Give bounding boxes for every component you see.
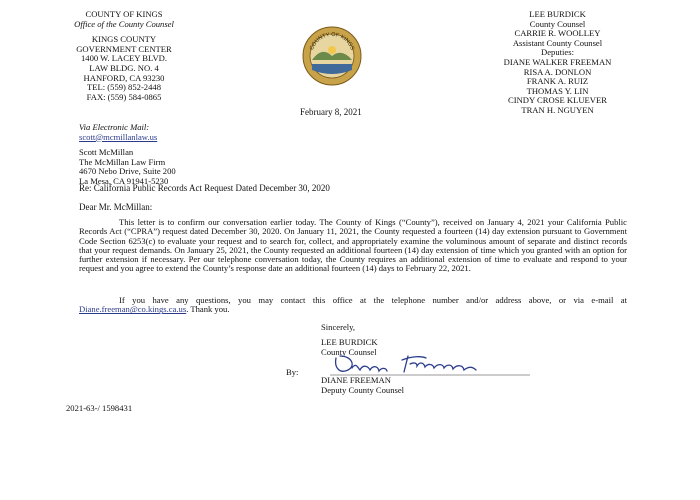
signer2-block <box>321 376 404 395</box>
by-label: By: <box>286 367 299 377</box>
fax-line: FAX: (559) 584-0865 <box>86 91 162 102</box>
deputy-name: FRANK A. RUIZ <box>526 76 589 87</box>
via-label: Via Electronic Mail: <box>79 122 150 132</box>
deputy-name: THOMAS Y. LIN <box>526 85 589 96</box>
recipient-city: La Mesa, CA 91941-5230 <box>79 175 169 186</box>
address-line: KINGS COUNTY <box>91 34 157 45</box>
contact-email-link[interactable]: Diane.freeman@co.kings.ca.us <box>79 304 187 315</box>
assistant-title: Assistant County Counsel <box>512 37 603 48</box>
recipient-name: Scott McMillan <box>79 147 134 157</box>
office-name: Office of the County Counsel <box>74 18 174 29</box>
paragraph2-text: If you have any questions, you may contact this office at the telephone number and/or address above, or via e-mail at <box>119 295 627 305</box>
recipient-address <box>79 148 176 186</box>
phone-line: TEL: (559) 852-2448 <box>87 82 161 93</box>
address-line: 1400 W. LACEY BLVD. <box>80 53 168 64</box>
recipient-email-link[interactable]: scott@mcmillanlaw.us <box>79 131 158 142</box>
signer-name: LEE BURDICK <box>321 337 378 347</box>
letterhead-right <box>470 10 645 116</box>
county-name: COUNTY OF KINGS <box>85 9 163 19</box>
deputy-name: RISA A. DONLON <box>523 66 592 77</box>
signer-title: County Counsel <box>321 346 377 357</box>
deputy-name: DIANE WALKER FREEMAN <box>503 56 612 67</box>
county-counsel-title: County Counsel <box>529 18 586 29</box>
deputies-label: Deputies: <box>541 47 574 58</box>
body-paragraph-2 <box>79 296 627 315</box>
closing: Sincerely, <box>321 322 356 332</box>
recipient-firm: The McMillan Law Firm <box>79 156 166 167</box>
address-line: LAW BLDG. NO. 4 <box>89 62 159 73</box>
signer2-title: Deputy County Counsel <box>321 384 405 395</box>
letter-date: February 8, 2021 <box>300 107 362 117</box>
signer2-name: DIANE FREEMAN <box>321 375 391 385</box>
body-paragraph-1: This letter is to confirm our conversation earlier today. The County of Kings (“County”), received on January 4, 2021 your California Public Records Act (“CPRA”) request dated December 30, 2020. On January 11, 2021, the County requested a fourteen (14) day extension pursuant to Government Code Section 6253(c) to evaluate your request and to search for, collect, and appropriately examine the voluminous amount of separate and distinct records that your request demands. On January 25, 2021, the County requested an additional fourteen (14) day extension of time which you granted with an option for further extension if necessary. Per our telephone conversation today, the County requires an additional extension of time to evaluate and respond to your request and you agree to extend the County’s response date an additional fourteen (14) days to February 22, 2021. <box>79 217 627 274</box>
paragraph2-text-end: . Thank you. <box>186 304 230 315</box>
salutation: Dear Mr. McMillan: <box>79 202 153 212</box>
address-line: GOVERNMENT CENTER <box>76 43 172 54</box>
recipient-street: 4670 Nebo Drive, Suite 200 <box>79 166 176 177</box>
reference-number: 2021-63-/ 1598431 <box>66 403 133 413</box>
address-line: HANFORD, CA 93230 <box>83 72 165 83</box>
deputy-name: CINDY CROSE KLUEVER <box>508 95 607 106</box>
deputy-name: TRAN H. NGUYEN <box>521 104 594 115</box>
county-seal-icon <box>302 26 362 86</box>
delivery-method <box>79 123 157 142</box>
letterhead-left <box>44 10 204 102</box>
seal-text: COUNTY OF KINGS <box>309 31 355 52</box>
county-counsel-name: LEE BURDICK <box>529 9 586 19</box>
subject-line: Re: California Public Records Act Request Dated December 30, 2020 <box>79 183 330 193</box>
assistant-name: CARRIE R. WOOLLEY <box>514 28 601 39</box>
